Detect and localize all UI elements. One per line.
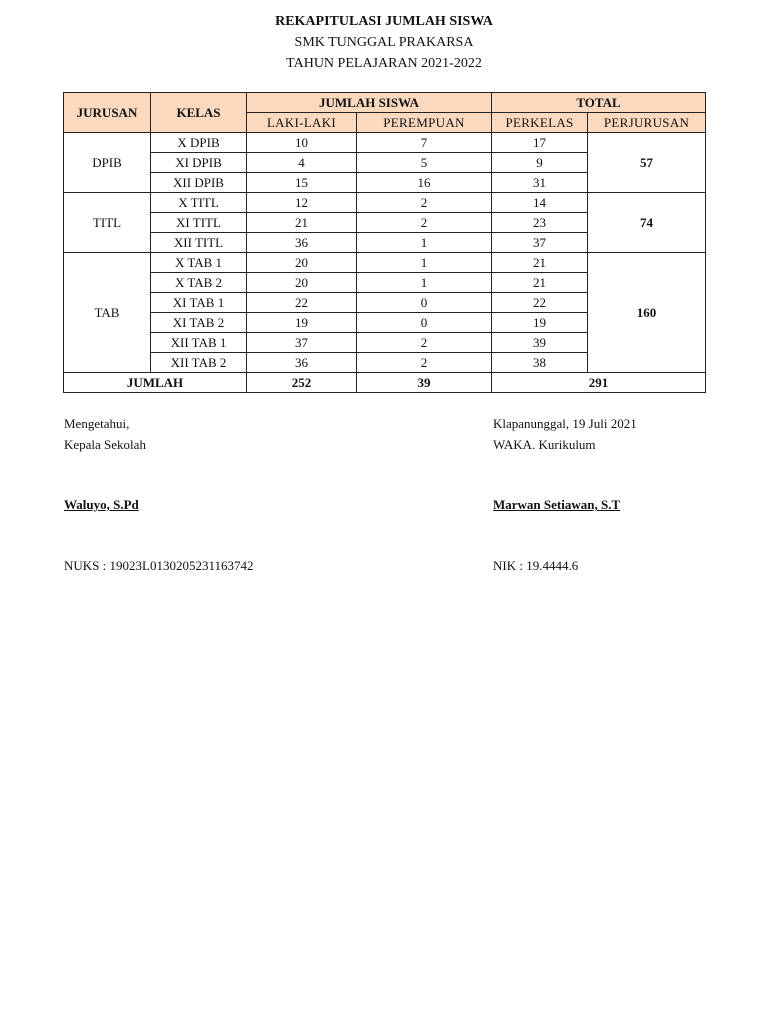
right-position-label: WAKA. Kurikulum xyxy=(493,437,596,452)
laki-cell: 22 xyxy=(247,293,357,313)
right-signatory-name: Marwan Setiawan, S.T xyxy=(493,497,621,512)
perempuan-cell: 1 xyxy=(357,253,492,273)
laki-cell: 10 xyxy=(247,133,357,153)
header-jurusan: JURUSAN xyxy=(64,93,151,133)
jurusan-cell: DPIB xyxy=(64,133,151,193)
laki-cell: 36 xyxy=(247,353,357,373)
perjurusan-cell: 57 xyxy=(588,133,706,193)
header-kelas: KELAS xyxy=(151,93,247,133)
perkelas-cell: 39 xyxy=(492,333,588,353)
header-perempuan: PEREMPUAN xyxy=(357,113,492,133)
kelas-cell: XI TITL xyxy=(151,213,247,233)
header-perjurusan: PERJURUSAN xyxy=(588,113,706,133)
kelas-cell: XII TAB 1 xyxy=(151,333,247,353)
jumlah-laki: 252 xyxy=(247,373,357,393)
perkelas-cell: 19 xyxy=(492,313,588,333)
perempuan-cell: 2 xyxy=(357,193,492,213)
perkelas-cell: 17 xyxy=(492,133,588,153)
perkelas-cell: 22 xyxy=(492,293,588,313)
perkelas-cell: 9 xyxy=(492,153,588,173)
header-perkelas: PERKELAS xyxy=(492,113,588,133)
perempuan-cell: 2 xyxy=(357,333,492,353)
kelas-cell: XI TAB 1 xyxy=(151,293,247,313)
perjurusan-cell: 74 xyxy=(588,193,706,253)
perkelas-cell: 21 xyxy=(492,273,588,293)
kelas-cell: XII TAB 2 xyxy=(151,353,247,373)
school-name: SMK TUNGGAL PRAKARSA xyxy=(294,35,474,50)
perempuan-cell: 1 xyxy=(357,273,492,293)
kelas-cell: XII DPIB xyxy=(151,173,247,193)
laki-cell: 21 xyxy=(247,213,357,233)
document-title: REKAPITULASI JUMLAH SISWA xyxy=(275,14,493,29)
table-row xyxy=(64,133,706,153)
laki-cell: 4 xyxy=(247,153,357,173)
left-position-label: Kepala Sekolah xyxy=(64,437,146,452)
header-total: TOTAL xyxy=(492,93,706,113)
jumlah-perempuan: 39 xyxy=(357,373,492,393)
kelas-cell: X TAB 2 xyxy=(151,273,247,293)
perempuan-cell: 16 xyxy=(357,173,492,193)
perkelas-cell: 38 xyxy=(492,353,588,373)
laki-cell: 12 xyxy=(247,193,357,213)
kelas-cell: X DPIB xyxy=(151,133,247,153)
kelas-cell: X TAB 1 xyxy=(151,253,247,273)
jumlah-row xyxy=(64,373,706,393)
perempuan-cell: 2 xyxy=(357,213,492,233)
perkelas-cell: 21 xyxy=(492,253,588,273)
perempuan-cell: 1 xyxy=(357,233,492,253)
perempuan-cell: 0 xyxy=(357,313,492,333)
perkelas-cell: 14 xyxy=(492,193,588,213)
table-row xyxy=(64,193,706,213)
right-signatory-id: NIK : 19.4444.6 xyxy=(493,558,579,573)
laki-cell: 20 xyxy=(247,273,357,293)
laki-cell: 15 xyxy=(247,173,357,193)
perkelas-cell: 23 xyxy=(492,213,588,233)
perkelas-cell: 37 xyxy=(492,233,588,253)
kelas-cell: XII TITL xyxy=(151,233,247,253)
jurusan-cell: TITL xyxy=(64,193,151,253)
student-recap-table xyxy=(63,92,706,393)
laki-cell: 19 xyxy=(247,313,357,333)
kelas-cell: X TITL xyxy=(151,193,247,213)
perkelas-cell: 31 xyxy=(492,173,588,193)
laki-cell: 20 xyxy=(247,253,357,273)
perempuan-cell: 2 xyxy=(357,353,492,373)
table-header-row xyxy=(64,93,706,113)
jumlah-total: 291 xyxy=(492,373,706,393)
laki-cell: 37 xyxy=(247,333,357,353)
right-place-date: Klapanunggal, 19 Juli 2021 xyxy=(493,416,637,431)
perjurusan-cell: 160 xyxy=(588,253,706,373)
perempuan-cell: 5 xyxy=(357,153,492,173)
kelas-cell: XI DPIB xyxy=(151,153,247,173)
academic-year: TAHUN PELAJARAN 2021-2022 xyxy=(286,56,482,71)
table-row xyxy=(64,253,706,273)
kelas-cell: XI TAB 2 xyxy=(151,313,247,333)
left-signatory-id: NUKS : 19023L0130205231163742 xyxy=(64,558,254,573)
jurusan-cell: TAB xyxy=(64,253,151,373)
left-signatory-name: Waluyo, S.Pd xyxy=(64,497,139,512)
laki-cell: 36 xyxy=(247,233,357,253)
perempuan-cell: 7 xyxy=(357,133,492,153)
perempuan-cell: 0 xyxy=(357,293,492,313)
header-jumlah-siswa: JUMLAH SISWA xyxy=(247,93,492,113)
header-laki-laki: LAKI-LAKI xyxy=(247,113,357,133)
jumlah-label: JUMLAH xyxy=(64,373,247,393)
left-acknowledge-label: Mengetahui, xyxy=(64,416,130,431)
